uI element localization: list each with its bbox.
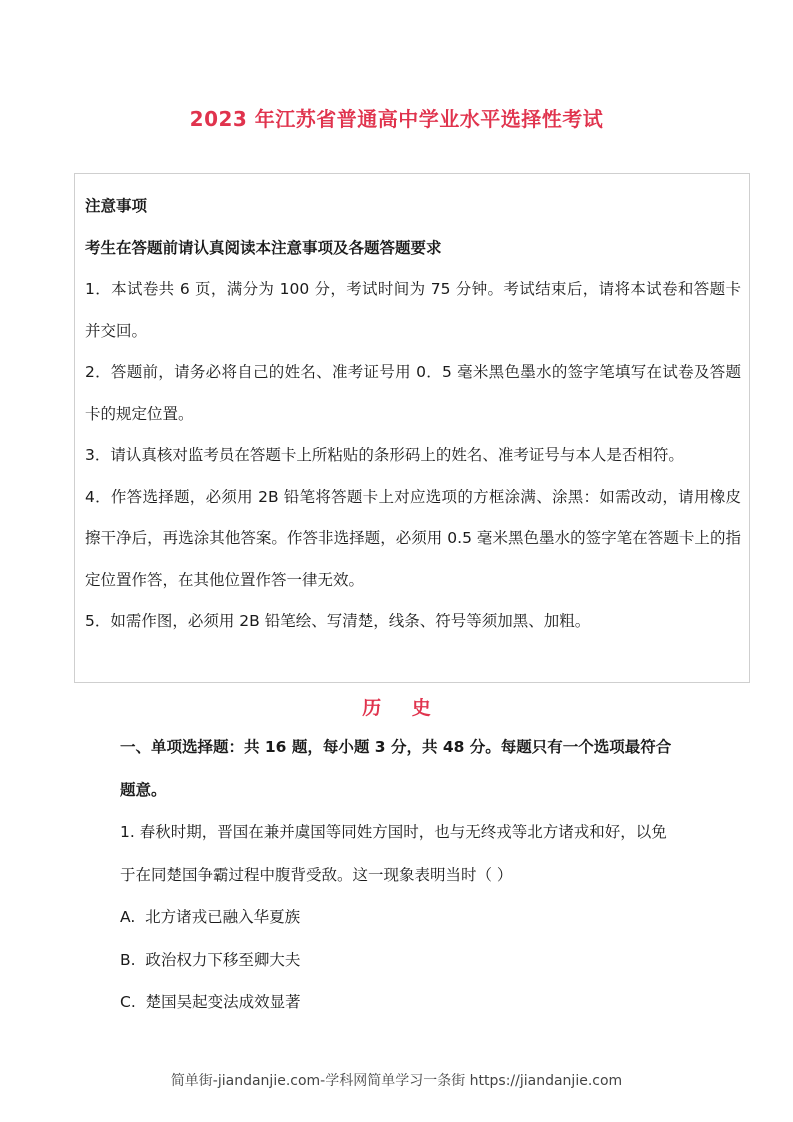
section-heading: 一、单项选择题：共 16 题，每小题 3 分，共 48 分。每题只有一个选项最符合题意。 — [120, 738, 672, 799]
question-1-option-c: C. 楚国吴起变法成效显著 — [120, 993, 301, 1011]
notice-item-4: 4．作答选择题，必须用 2B 铅笔将答题卡上对应选项的方框涂满、涂黑：如需改动，请用橡皮擦干净后，再选涂其他答案。作答非选择题，必须用 0.5 毫米黑色墨水的签字笔在答题卡上的指定位置作答，在其他位置作答一律无效。 — [85, 487, 741, 589]
document-title: 2023 年江苏省普通高中学业水平选择性考试 — [189, 107, 604, 131]
subject-title-text: 历 史 — [362, 697, 431, 719]
notice-item-5: 5．如需作图，必须用 2B 铅笔绘、写清楚，线条、符号等须加黑、加粗。 — [85, 612, 591, 630]
notice-item-1: 1．本试卷共 6 页，满分为 100 分，考试时间为 75 分钟。考试结束后，请将本试卷和答题卡并交回。 — [85, 280, 741, 340]
notice-item-2: 2．答题前，请务必将自己的姓名、准考证号用 0．5 毫米黑色墨水的签字笔填写在试卷及答题卡的规定位置。 — [85, 363, 741, 423]
question-section — [120, 726, 680, 1024]
notice-box — [74, 173, 750, 683]
notice-heading: 注意事项 — [85, 197, 148, 215]
question-1-option-b: B. 政治权力下移至卿大夫 — [120, 950, 301, 969]
notice-item-3: 3．请认真核对监考员在答题卡上所粘贴的条形码上的姓名、准考证号与本人是否相符。 — [85, 446, 684, 464]
footer-watermark: 简单街-jiandanjie.com-学科网简单学习一条街 https://jiandanjie.com — [170, 1073, 623, 1089]
question-1-text: 1. 春秋时期，晋国在兼并虞国等同姓方国时，也与无终戎等北方诸戎和好，以免于在同楚国争霸过程中腹背受敌。这一现象表明当时（ ） — [120, 823, 667, 884]
notice-subheading: 考生在答题前请认真阅读本注意事项及各题答题要求 — [85, 238, 442, 257]
question-1-option-a: A. 北方诸戎已融入华夏族 — [120, 908, 301, 926]
subject-title — [0, 693, 793, 720]
